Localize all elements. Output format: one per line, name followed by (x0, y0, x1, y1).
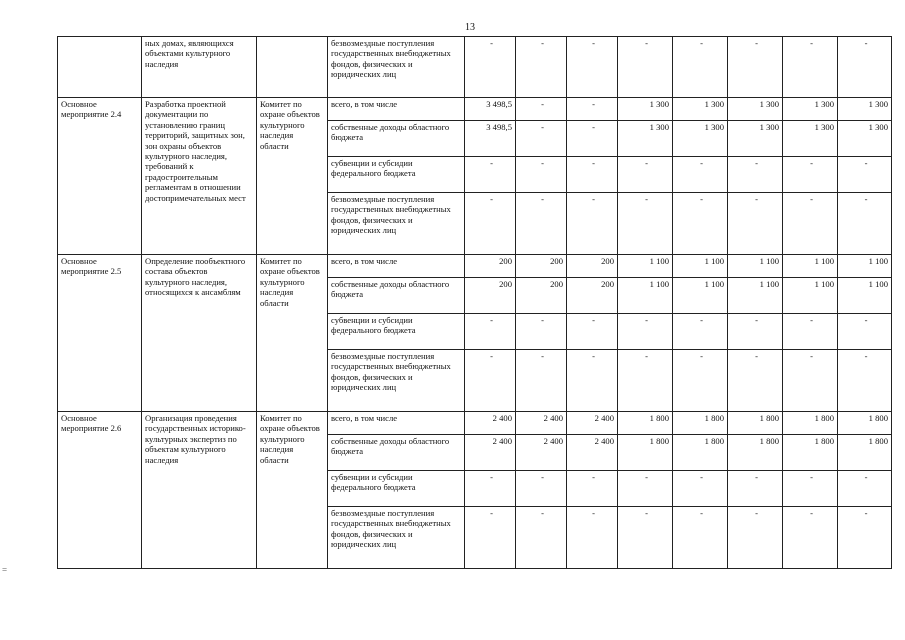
funding-source-cell: всего, в том числе (328, 255, 465, 278)
value-cell: - (838, 350, 892, 412)
funding-source-cell: субвенции и субсидии федерального бюджета (328, 471, 465, 507)
activity-description-cell: Определение пообъектного состава объектов культурного наследия, относящихся к ансамблям (142, 255, 257, 412)
value-cell: 1 300 (618, 121, 673, 157)
value-cell: 2 400 (465, 435, 516, 471)
value-cell: - (838, 507, 892, 569)
value-cell: - (567, 37, 618, 98)
value-cell: 1 300 (838, 98, 892, 121)
value-cell: - (567, 471, 618, 507)
value-cell: 3 498,5 (465, 98, 516, 121)
value-cell: - (567, 507, 618, 569)
value-cell: - (516, 350, 567, 412)
value-cell: - (673, 471, 728, 507)
value-cell: 2 400 (516, 412, 567, 435)
value-cell: 1 100 (783, 278, 838, 314)
value-cell: - (673, 157, 728, 193)
value-cell: - (516, 121, 567, 157)
value-cell: - (618, 314, 673, 350)
value-cell: 1 300 (783, 98, 838, 121)
value-cell: 200 (567, 255, 618, 278)
value-cell: - (783, 350, 838, 412)
value-cell: 1 800 (728, 435, 783, 471)
value-cell: - (618, 471, 673, 507)
value-cell: 2 400 (516, 435, 567, 471)
value-cell: - (567, 121, 618, 157)
funding-source-cell: всего, в том числе (328, 412, 465, 435)
budget-table (57, 36, 892, 569)
value-cell: 1 300 (728, 98, 783, 121)
value-cell: 200 (465, 255, 516, 278)
responsible-cell: Комитет по охране объектов культурного наследия области (257, 412, 328, 569)
value-cell: 1 800 (618, 435, 673, 471)
value-cell: - (728, 507, 783, 569)
value-cell: - (838, 37, 892, 98)
value-cell: 1 300 (728, 121, 783, 157)
activity-description-cell: Организация проведения государственных историко-культурных экспертиз по объектам культурного наследия (142, 412, 257, 569)
value-cell: - (783, 157, 838, 193)
activity-name-cell (58, 37, 142, 98)
value-cell: - (783, 193, 838, 255)
value-cell: 2 400 (567, 435, 618, 471)
funding-source-cell: собственные доходы областного бюджета (328, 121, 465, 157)
value-cell: - (465, 37, 516, 98)
funding-source-cell: безвозмездные поступления государственных внебюджетных фондов, физических и юридических лиц (328, 193, 465, 255)
activity-name-cell: Основное мероприятие 2.5 (58, 255, 142, 412)
value-cell: - (465, 471, 516, 507)
value-cell: - (516, 314, 567, 350)
value-cell: - (728, 471, 783, 507)
value-cell: 1 800 (728, 412, 783, 435)
value-cell: - (465, 193, 516, 255)
funding-source-cell: субвенции и субсидии федерального бюджета (328, 314, 465, 350)
value-cell: 1 100 (838, 255, 892, 278)
table-row (58, 37, 892, 98)
value-cell: - (783, 471, 838, 507)
funding-source-cell: собственные доходы областного бюджета (328, 435, 465, 471)
value-cell: 200 (567, 278, 618, 314)
value-cell: 1 800 (618, 412, 673, 435)
value-cell: - (728, 314, 783, 350)
value-cell: - (516, 157, 567, 193)
value-cell: 1 100 (838, 278, 892, 314)
value-cell: - (516, 98, 567, 121)
value-cell: 1 100 (618, 278, 673, 314)
value-cell: - (783, 314, 838, 350)
activity-name-cell: Основное мероприятие 2.4 (58, 98, 142, 255)
activity-description-cell: ных домах, являющихся объектами культурного наследия (142, 37, 257, 98)
table-row (58, 412, 892, 435)
funding-source-cell: безвозмездные поступления государственных внебюджетных фондов, физических и юридических лиц (328, 37, 465, 98)
value-cell: - (516, 471, 567, 507)
value-cell: 1 800 (838, 412, 892, 435)
funding-source-cell: субвенции и субсидии федерального бюджета (328, 157, 465, 193)
value-cell: - (465, 350, 516, 412)
value-cell: 1 300 (673, 121, 728, 157)
value-cell: - (728, 157, 783, 193)
value-cell: 1 100 (618, 255, 673, 278)
value-cell: - (728, 193, 783, 255)
value-cell: - (673, 37, 728, 98)
value-cell: - (673, 193, 728, 255)
table-body (58, 37, 892, 569)
value-cell: 200 (516, 255, 567, 278)
value-cell: 1 100 (673, 278, 728, 314)
funding-source-cell: собственные доходы областного бюджета (328, 278, 465, 314)
value-cell: - (516, 193, 567, 255)
value-cell: 200 (465, 278, 516, 314)
value-cell: 1 300 (618, 98, 673, 121)
value-cell: - (673, 350, 728, 412)
value-cell: 1 800 (673, 412, 728, 435)
value-cell: - (838, 157, 892, 193)
activity-description-cell: Разработка проектной документации по установлению границ территорий, защитных зон, зон охраны объектов культурного наследия, требований к градостроительным регламентам в отношении достопримечательных мест (142, 98, 257, 255)
value-cell: 1 800 (783, 435, 838, 471)
value-cell: - (465, 314, 516, 350)
value-cell: - (618, 157, 673, 193)
value-cell: 1 800 (783, 412, 838, 435)
margin-mark: = (2, 565, 8, 575)
table-row (58, 98, 892, 121)
value-cell: - (838, 193, 892, 255)
value-cell: - (567, 314, 618, 350)
page-number: 13 (465, 22, 475, 33)
value-cell: - (465, 507, 516, 569)
value-cell: - (618, 37, 673, 98)
value-cell: - (516, 507, 567, 569)
funding-source-cell: всего, в том числе (328, 98, 465, 121)
value-cell: 1 300 (783, 121, 838, 157)
value-cell: 1 800 (673, 435, 728, 471)
value-cell: 1 300 (838, 121, 892, 157)
value-cell: - (567, 98, 618, 121)
value-cell: 1 100 (783, 255, 838, 278)
value-cell: - (618, 350, 673, 412)
value-cell: - (838, 471, 892, 507)
funding-source-cell: безвозмездные поступления государственных внебюджетных фондов, физических и юридических лиц (328, 507, 465, 569)
value-cell: 1 300 (673, 98, 728, 121)
responsible-cell: Комитет по охране объектов культурного наследия области (257, 98, 328, 255)
value-cell: 1 100 (673, 255, 728, 278)
value-cell: - (728, 350, 783, 412)
responsible-cell: Комитет по охране объектов культурного наследия области (257, 255, 328, 412)
funding-source-cell: безвозмездные поступления государственных внебюджетных фондов, физических и юридических лиц (328, 350, 465, 412)
value-cell: - (567, 193, 618, 255)
value-cell: 200 (516, 278, 567, 314)
value-cell: 1 100 (728, 255, 783, 278)
activity-name-cell: Основное мероприятие 2.6 (58, 412, 142, 569)
value-cell: - (673, 314, 728, 350)
value-cell: - (673, 507, 728, 569)
value-cell: - (516, 37, 567, 98)
value-cell: 1 100 (728, 278, 783, 314)
responsible-cell (257, 37, 328, 98)
value-cell: - (618, 193, 673, 255)
value-cell: 2 400 (465, 412, 516, 435)
value-cell: - (465, 157, 516, 193)
value-cell: 2 400 (567, 412, 618, 435)
table-row (58, 255, 892, 278)
value-cell: - (783, 507, 838, 569)
value-cell: - (838, 314, 892, 350)
value-cell: - (567, 350, 618, 412)
value-cell: - (783, 37, 838, 98)
value-cell: 1 800 (838, 435, 892, 471)
value-cell: - (618, 507, 673, 569)
value-cell: 3 498,5 (465, 121, 516, 157)
value-cell: - (567, 157, 618, 193)
value-cell: - (728, 37, 783, 98)
